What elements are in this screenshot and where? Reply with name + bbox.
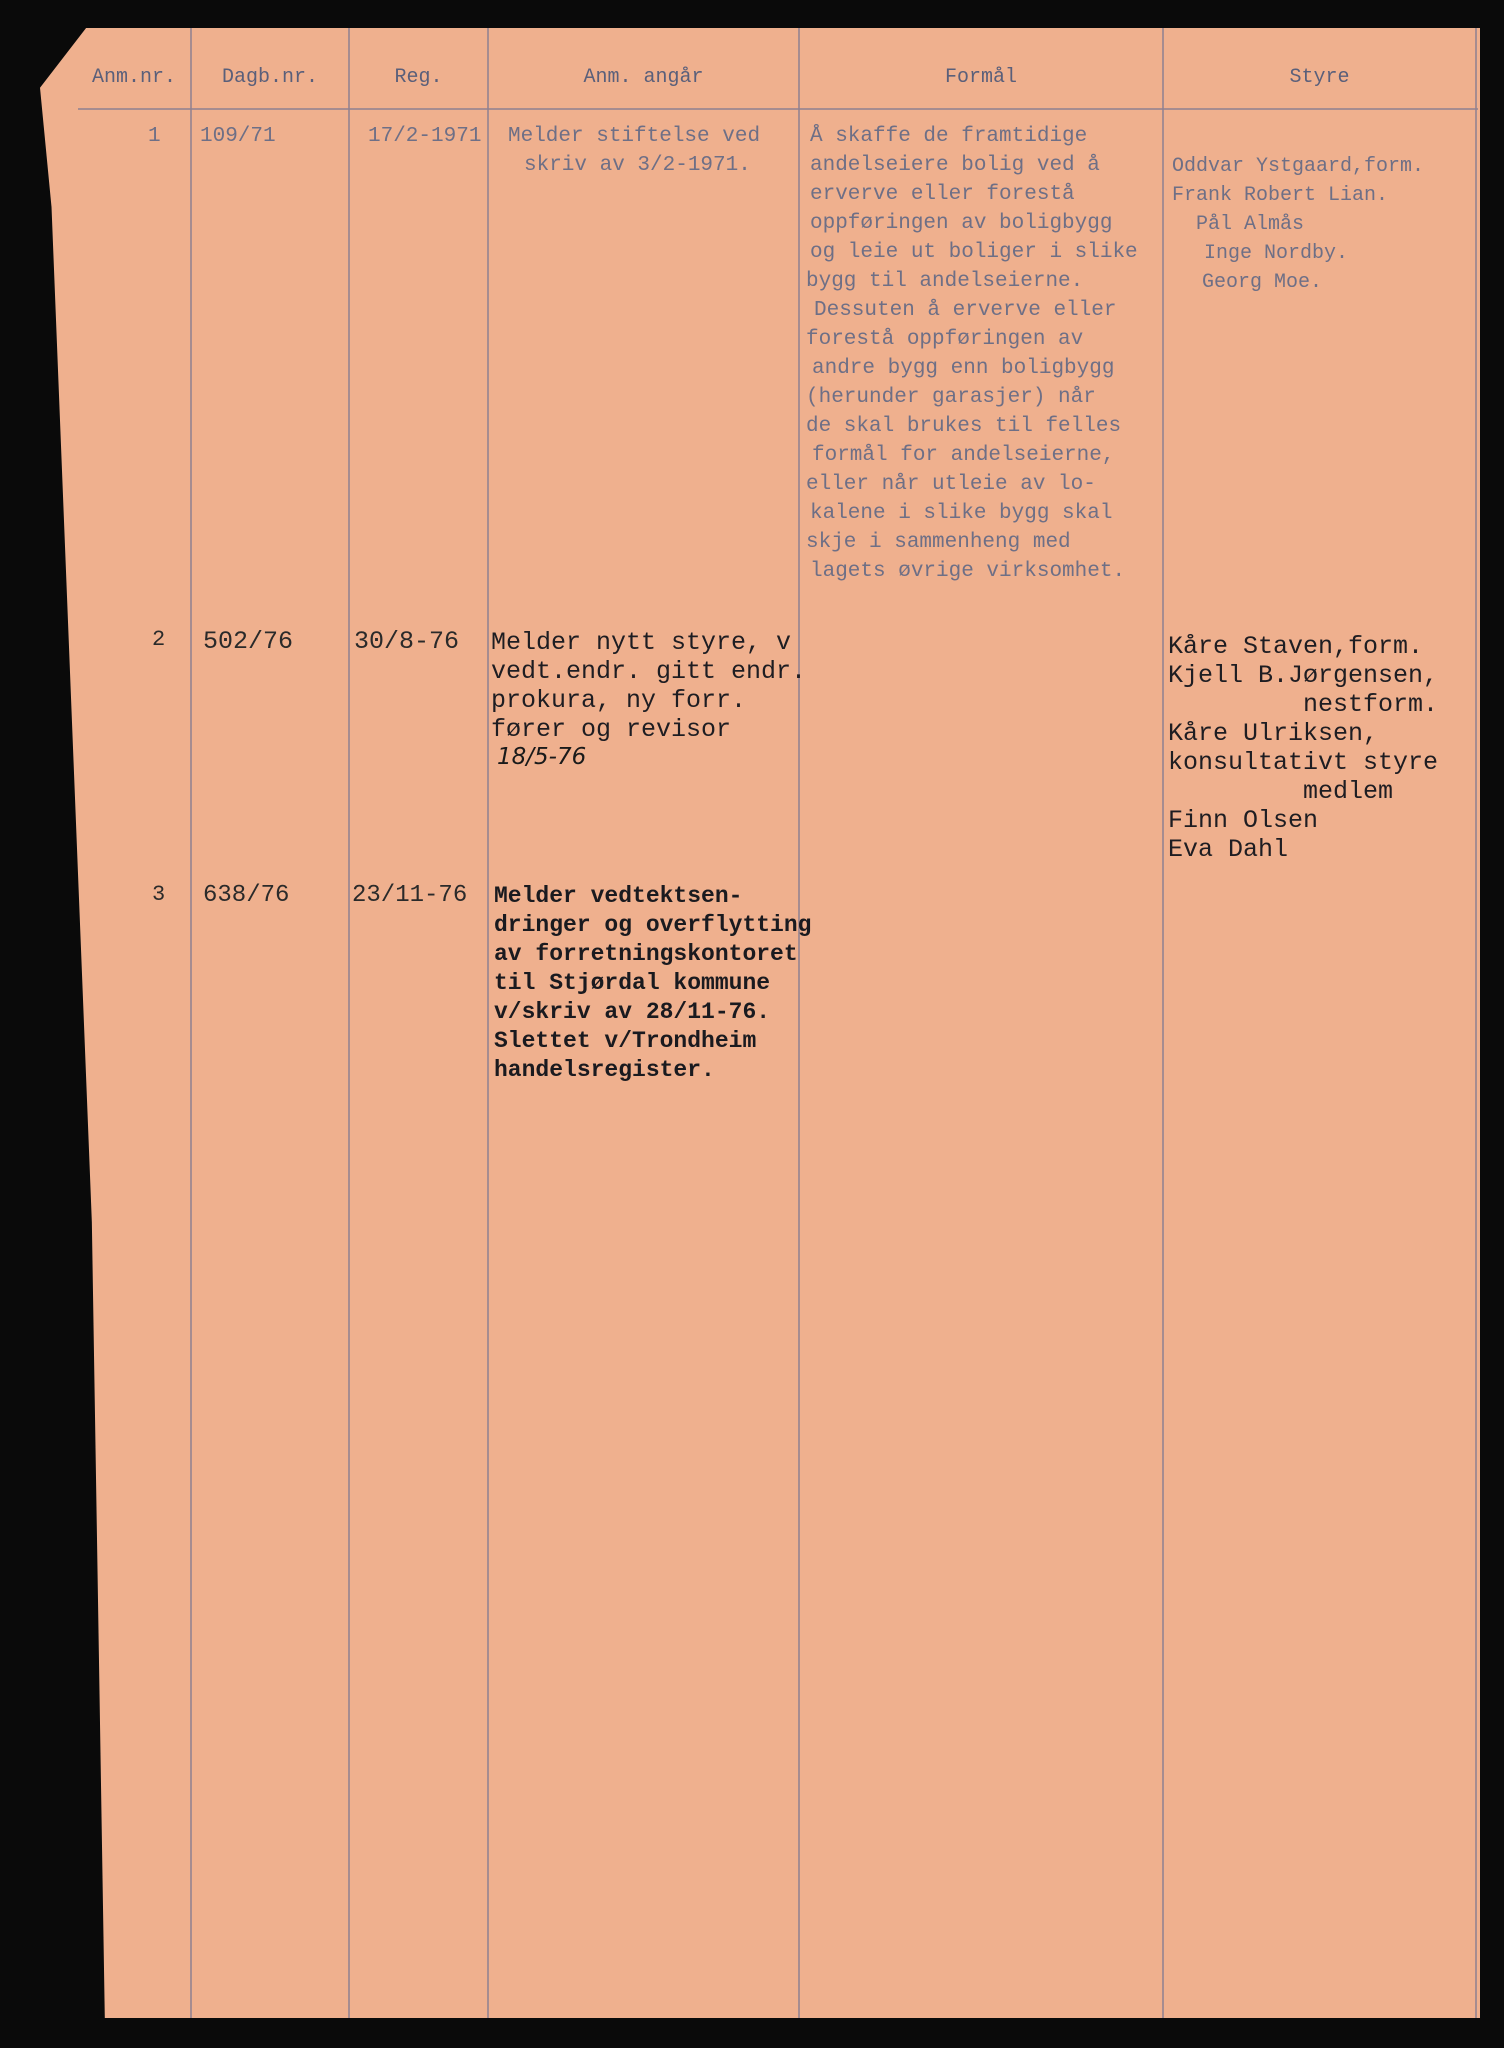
text-line: medlem (1303, 777, 1394, 806)
entry-dagb-nr: 638/76 (203, 882, 290, 909)
column-divider (190, 28, 192, 2018)
text-line: Kåre Staven,form. (1168, 632, 1424, 661)
text-line: konsultativt styre (1168, 748, 1439, 777)
handwritten-date: 18/5-76 (497, 744, 587, 770)
text-line: (herunder garasjer) når (806, 386, 1096, 409)
header-anm-angar: Anm. angår (583, 66, 704, 89)
entry-reg-date: 17/2-1971 (368, 125, 482, 148)
column-divider (1475, 28, 1477, 2018)
text-line: andelseiere bolig ved å (810, 154, 1100, 177)
text-line: v/skriv av 28/11-76. (494, 999, 771, 1025)
entry-angar (491, 628, 806, 770)
header-rule (78, 108, 1478, 110)
entry-styre (1172, 152, 1424, 297)
text-line: lagets øvrige virksomhet. (810, 560, 1126, 583)
text-line: Frank Robert Lian. (1172, 184, 1389, 207)
text-line: nestform. (1303, 690, 1439, 719)
text-line: prokura, ny forr. (491, 686, 747, 715)
text-line: skje i sammenheng med (806, 531, 1071, 554)
text-line: Inge Nordby. (1204, 242, 1349, 265)
header-anm-nr: Anm.nr. (91, 66, 176, 89)
entry-styre (1168, 632, 1438, 864)
column-divider (348, 28, 350, 2018)
text-line: Melder nytt styre, v (491, 628, 792, 657)
entry-angar (494, 882, 811, 1085)
text-line: de skal brukes til felles (806, 415, 1122, 438)
text-line: Kåre Ulriksen, (1168, 719, 1379, 748)
entry-nr: 2 (152, 627, 166, 652)
column-divider (1162, 28, 1164, 2018)
entry-reg-date: 23/11-76 (352, 882, 468, 909)
text-line: skriv av 3/2-1971. (524, 154, 751, 177)
entry-angar (508, 122, 760, 180)
text-line: til Stjørdal kommune (494, 970, 771, 996)
text-line: Georg Moe. (1202, 271, 1323, 294)
text-line: Slettet v/Trondheim (494, 1028, 757, 1054)
text-line: eller når utleie av lo- (806, 473, 1096, 496)
column-divider (487, 28, 489, 2018)
text-line: Oddvar Ystgaard,form. (1172, 155, 1425, 178)
text-line: kalene i slike bygg skal (810, 502, 1113, 525)
text-line: Pål Almås (1196, 213, 1305, 236)
entry-nr: 3 (152, 882, 166, 907)
entry-dagb-nr: 109/71 (200, 125, 276, 148)
header-styre: Styre (1289, 66, 1350, 89)
entry-dagb-nr: 502/76 (203, 627, 294, 656)
text-line: Melder stiftelse ved (508, 125, 761, 148)
text-line: oppføringen av boligbygg (810, 212, 1113, 235)
text-line: fører og revisor (491, 715, 732, 744)
text-line: erverve eller forestå (810, 183, 1075, 206)
text-line: formål for andelseierne, (812, 444, 1115, 467)
text-line: bygg til andelseierne. (806, 270, 1084, 293)
entry-nr: 1 (148, 125, 161, 148)
text-line: forestå oppføringen av (806, 328, 1084, 351)
header-formal: Formål (944, 66, 1017, 89)
text-line: Finn Olsen (1168, 806, 1319, 835)
text-line: og leie ut boliger i slike (810, 241, 1138, 264)
text-line: vedt.endr. gitt endr. (491, 657, 807, 686)
text-line: Melder vedtektsen- (494, 883, 743, 909)
text-line: Eva Dahl (1168, 835, 1289, 864)
text-line: av forretningskontoret (494, 941, 798, 967)
text-line: andre bygg enn boligbygg (812, 357, 1115, 380)
header-dagb-nr: Dagb.nr. (221, 66, 318, 89)
entry-reg-date: 30/8-76 (354, 627, 460, 656)
text-line: Kjell B.Jørgensen, (1168, 661, 1439, 690)
text-line: handelsregister. (494, 1057, 715, 1083)
text-line: Dessuten å erverve eller (814, 299, 1117, 322)
text-line: Å skaffe de framtidige (810, 125, 1088, 148)
text-line: dringer og overflytting (494, 912, 812, 938)
header-reg: Reg. (394, 66, 443, 89)
entry-formal (806, 122, 1138, 586)
